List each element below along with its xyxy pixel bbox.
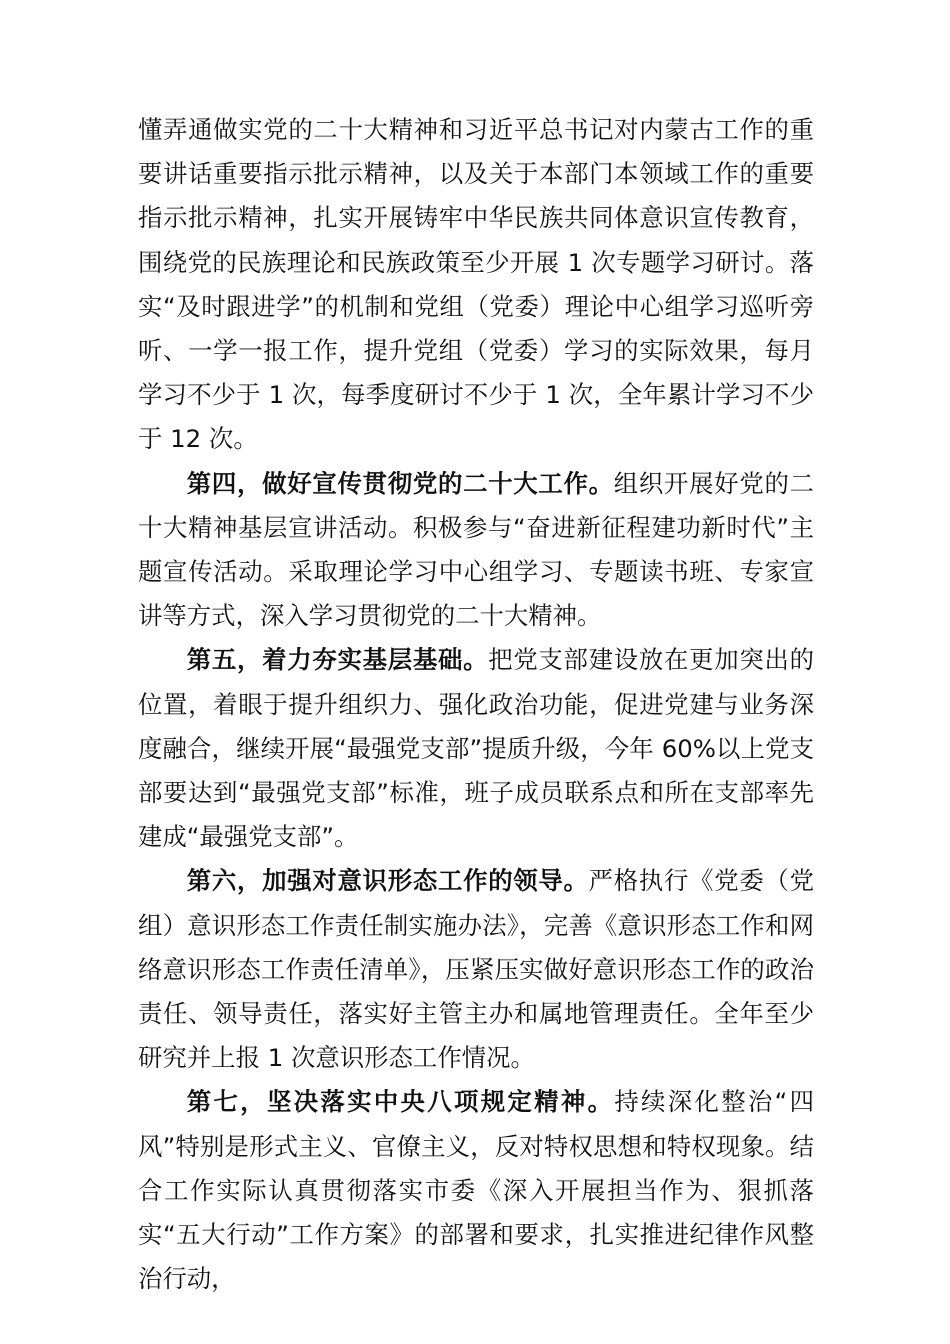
paragraph-text: 组织开展好党的二十大精神基层宣讲活动。积极参与“奋进新征程建功新时代”主题宣传活动。采取理论学习中心组学习、专题读书班、专家宣讲等方式，深入学习贯彻党的二十大精神。: [138, 468, 814, 631]
paragraph-section-5: [138, 638, 814, 859]
section-heading: 第五，着力夯实基层基础。: [186, 645, 489, 675]
paragraph-section-7: [138, 1080, 814, 1301]
paragraph-text: 持续深化整治“四风”特别是形式主义、官僚主义，反对特权思想和特权现象。结合工作实际认真贯彻落实市委《深入开展担当作为、狠抓落实“五大行动”工作方案》的部署和要求，扎实推进纪律作风整治行动，: [138, 1087, 814, 1294]
document-page: [138, 108, 814, 1301]
paragraph-text: 懂弄通做实党的二十大精神和习近平总书记对内蒙古工作的重要讲话重要指示批示精神，以及关于本部门本领域工作的重要指示批示精神，扎实开展铸牢中华民族共同体意识宣传教育，围绕党的民族理论和民族政策至少开展 1 次专题学习研讨。落实“及时跟进学”的机制和党组（党委）理论中心组学习巡听旁听、一学一报工作，提升党组（党委）学习的实际效果，每月学习不少于 1 次，每季度研讨不少于 1 次，全年累计学习不少于 12 次。: [138, 115, 814, 454]
paragraph-text: 把党支部建设放在更加突出的位置，着眼于提升组织力、强化政治功能，促进党建与业务深度融合，继续开展“最强党支部”提质升级，今年 60%以上党支部要达到“最强党支部”标准，班子成员联系点和所在支部率先建成“最强党支部”。: [138, 645, 814, 852]
paragraph-continuation: [138, 108, 814, 462]
section-heading: 第七，坚决落实中央八项规定精神。: [186, 1087, 615, 1117]
section-heading: 第四，做好宣传贯彻党的二十大工作。: [186, 468, 614, 498]
section-heading: 第六，加强对意识形态工作的领导。: [186, 866, 589, 896]
paragraph-section-4: [138, 462, 814, 639]
paragraph-section-6: [138, 859, 814, 1080]
paragraph-text: 严格执行《党委（党组）意识形态工作责任制实施办法》，完善《意识形态工作和网络意识形态工作责任清单》，压紧压实做好意识形态工作的政治责任、领导责任，落实好主管主办和属地管理责任。全年至少研究并上报 1 次意识形态工作情况。: [138, 866, 814, 1073]
